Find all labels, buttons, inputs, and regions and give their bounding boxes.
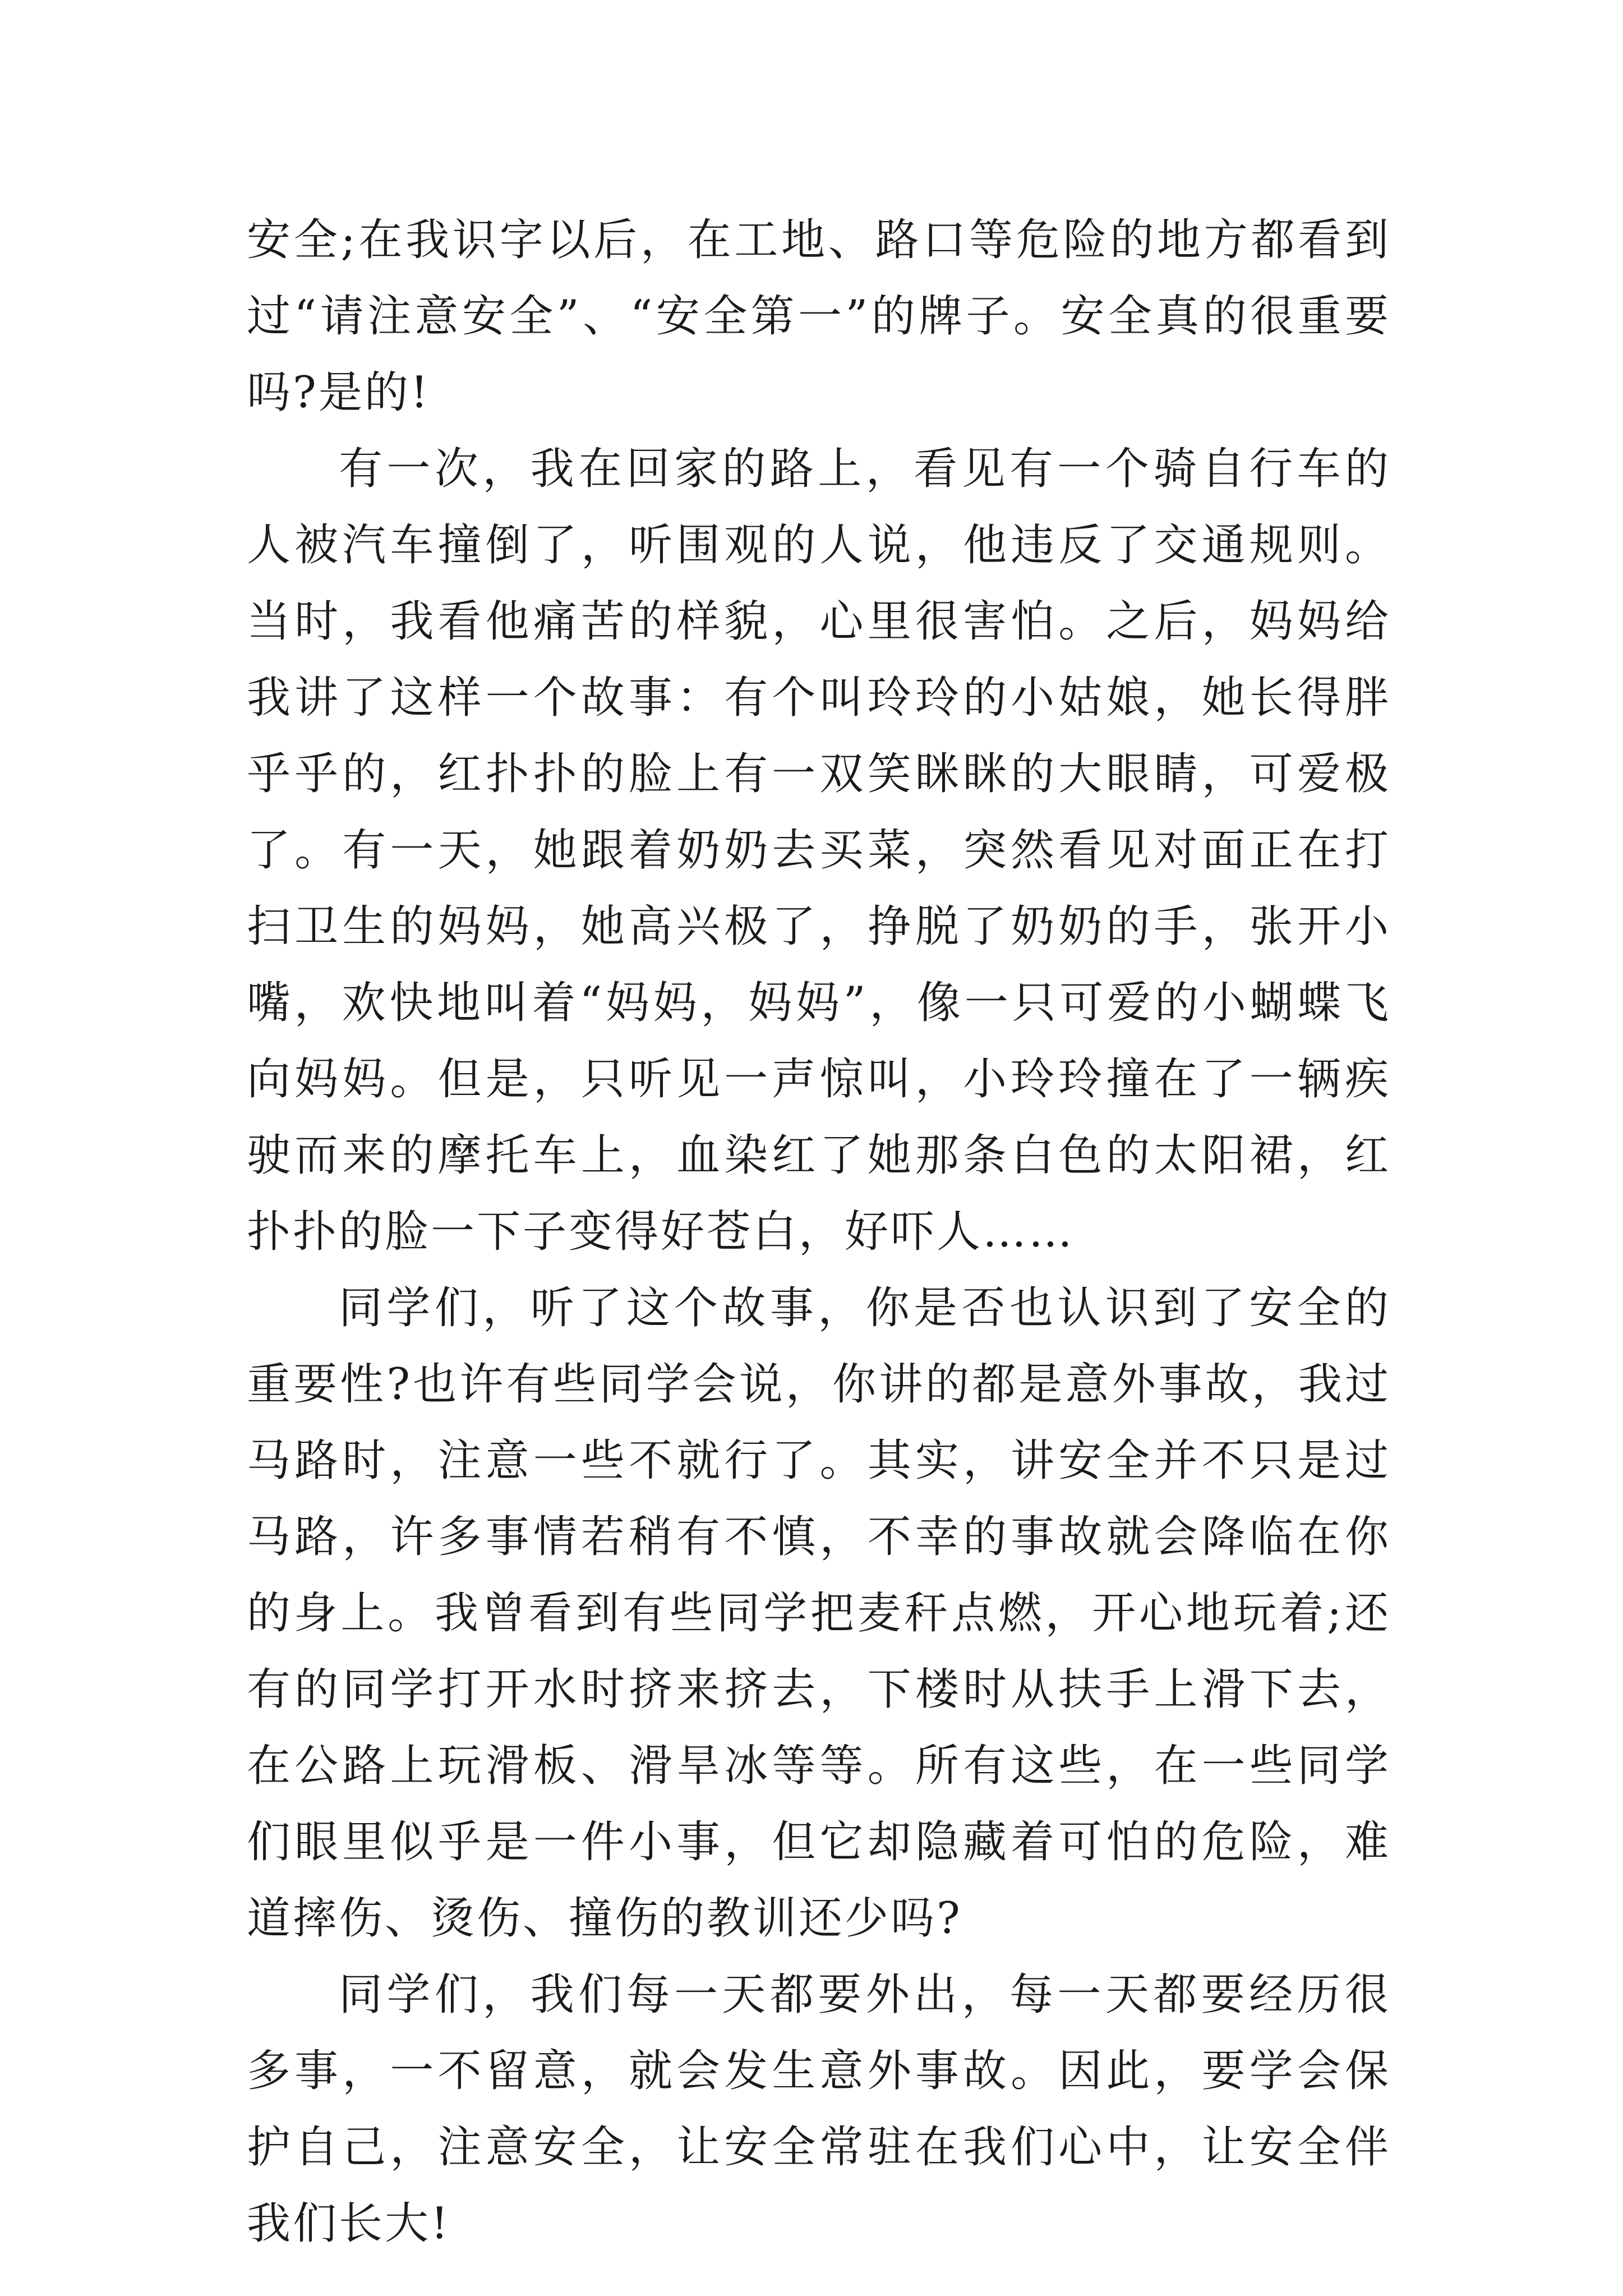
paragraph-safety-importance: 同学们，听了这个故事，你是否也认识到了安全的重要性?也许有些同学会说，你讲的都是意外事故，我过马路时，注意一些不就行了。其实，讲安全并不只是过马路，许多事情若稍有不慎，不幸的事故就会降临在你的身上。我曾看到有些同学把麦秆点燃，开心地玩着;还有的同学打开水时挤来挤去，下楼时从扶手上滑下去，在公路上玩滑板、滑旱冰等等。所有这些，在一些同学们眼里似乎是一件小事，但它却隐藏着可怕的危险，难道摔伤、烫伤、撞伤的教训还少吗? [247,1283,1391,1944]
paragraph-accident-story: 有一次，我在回家的路上，看见有一个骑自行车的人被汽车撞倒了，听围观的人说，他违反了交通规则。当时，我看他痛苦的样貌，心里很害怕。之后，妈妈给我讲了这样一个故事：有个叫玲玲的小姑娘，她长得胖乎乎的，红扑扑的脸上有一双笑眯眯的大眼睛，可爱极了。有一天，她跟着奶奶去买菜，突然看见对面正在打扫卫生的妈妈，她高兴极了，挣脱了奶奶的手，张开小嘴，欢快地叫着“妈妈，妈妈”，像一只可爱的小蝴蝶飞向妈妈。但是，只听见一声惊叫，小玲玲撞在了一辆疾驶而来的摩托车上，血染红了她那条白色的太阳裙，红扑扑的脸一下子变得好苍白，好吓人…… [247,444,1391,1257]
document-body [247,202,1391,2262]
paragraph-continued: 安全;在我识字以后，在工地、路口等危险的地方都看到过“请注意安全”、“安全第一”的牌子。安全真的很重要吗?是的! [247,215,1391,418]
paragraph-conclusion: 同学们，我们每一天都要外出，每一天都要经历很多事，一不留意，就会发生意外事故。因此，要学会保护自己，注意安全，让安全常驻在我们心中，让安全伴我们长大! [247,1970,1391,2249]
